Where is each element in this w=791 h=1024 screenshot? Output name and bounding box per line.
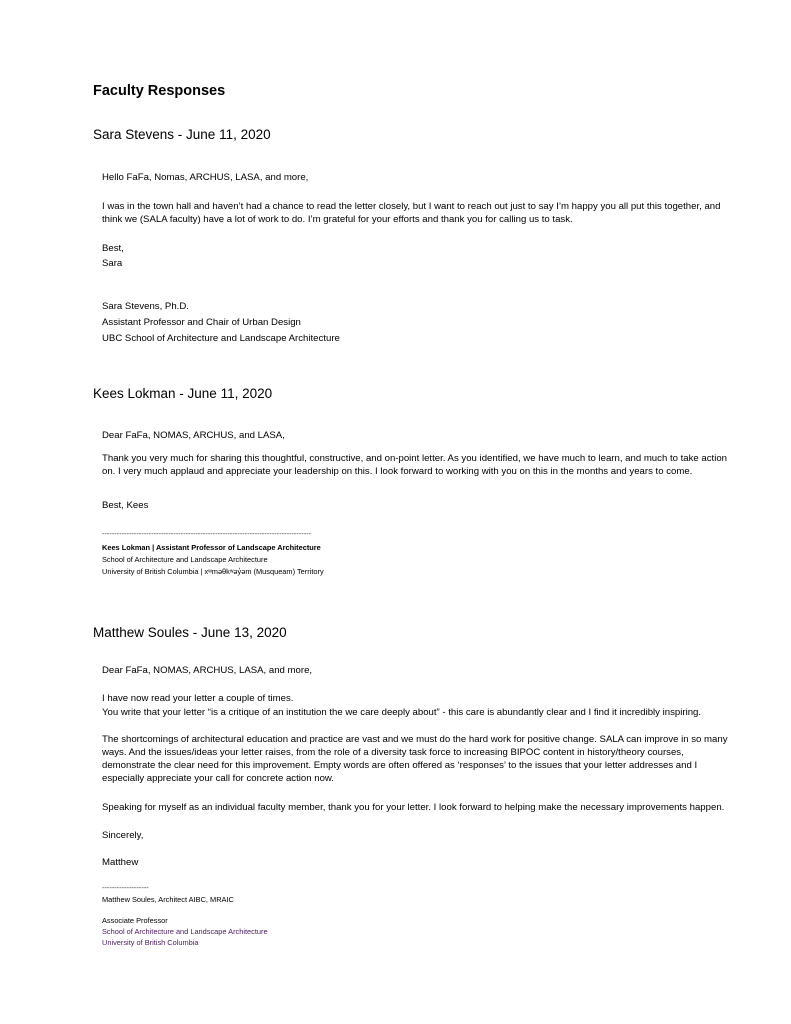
sara-body: I was in the town hall and haven’t had a chance to read the letter closely, but I want to reach out just to say I’m happy you all put this together, and think we (SALA faculty) have a lot of work to do. I’m grateful for your efforts and thank you for calling us to task. [102, 201, 721, 225]
kees-signature-university: University of British Columbia | xʷməθkʷəy̓əm (Musqueam) Territory [102, 567, 324, 576]
matthew-body1-line2: You write that your letter “is a critique of an institution the we care deeply about” - this care is abundantly clear and I find it incredibly inspiring. [102, 707, 702, 718]
sara-name: Sara [102, 258, 123, 269]
kees-closing: Best, Kees [102, 500, 149, 511]
matthew-signature-name: Matthew Soules, Architect AIBC, MRAIC [102, 895, 234, 904]
kees-signature-school: School of Architecture and Landscape Architecture [102, 555, 268, 564]
kees-body: Thank you very much for sharing this thoughtful, constructive, and on-point letter. As you identified, we have much to learn, and much to take action on. I very much applaud and appreciate your leadership on this. I look forward to working with you on this in the months and years to come. [102, 453, 728, 477]
sara-greeting: Hello FaFa, Nomas, ARCHUS, LASA, and more, [102, 172, 309, 183]
matthew-signature-school: School of Architecture and Landscape Architecture [102, 927, 268, 936]
matthew-signature-title: Associate Professor [102, 916, 168, 925]
matthew-body3: Speaking for myself as an individual faculty member, thank you for your letter. I look forward to helping make the necessary improvements happen. [102, 802, 725, 813]
response-heading-matthew-soules: Matthew Soules - June 13, 2020 [93, 625, 287, 640]
matthew-body1-line1: I have now read your letter a couple of times. [102, 693, 294, 704]
matthew-body2: The shortcomings of architectural education and practice are vast and we must do the hard work for positive change. SALA can improve in so many ways. And the issues/ideas your letter raises, from the role of a diversity task force to increasing BIPOC content in history/theory courses, demonstrate the clear need for this improvement. Empty words are often offered as ‘responses’ to the issues that your letter addresses and I especially appreciate your call for concrete action now. [102, 734, 728, 784]
matthew-signature-university: University of British Columbia [102, 938, 199, 947]
matthew-name: Matthew [102, 857, 139, 868]
kees-greeting: Dear FaFa, NOMAS, ARCHUS, and LASA, [102, 430, 285, 441]
matthew-closing: Sincerely, [102, 830, 144, 841]
sara-signature-title: Assistant Professor and Chair of Urban Design [102, 317, 301, 328]
sara-signature-school: UBC School of Architecture and Landscape Architecture [102, 333, 340, 344]
kees-signature-name: Kees Lokman | Assistant Professor of Landscape Architecture [102, 543, 321, 552]
page-title: Faculty Responses [93, 83, 226, 99]
sara-closing: Best, [102, 243, 124, 254]
sara-signature-name: Sara Stevens, Ph.D. [102, 301, 189, 312]
response-heading-sara-stevens: Sara Stevens - June 11, 2020 [93, 127, 271, 142]
response-heading-kees-lokman: Kees Lokman - June 11, 2020 [93, 386, 273, 401]
kees-signature-separator: ------------------------------------------------------------------------------------- [102, 529, 312, 538]
matthew-greeting: Dear FaFa, NOMAS, ARCHUS, LASA, and more, [102, 665, 313, 676]
matthew-signature-separator: ------------------- [102, 883, 149, 892]
